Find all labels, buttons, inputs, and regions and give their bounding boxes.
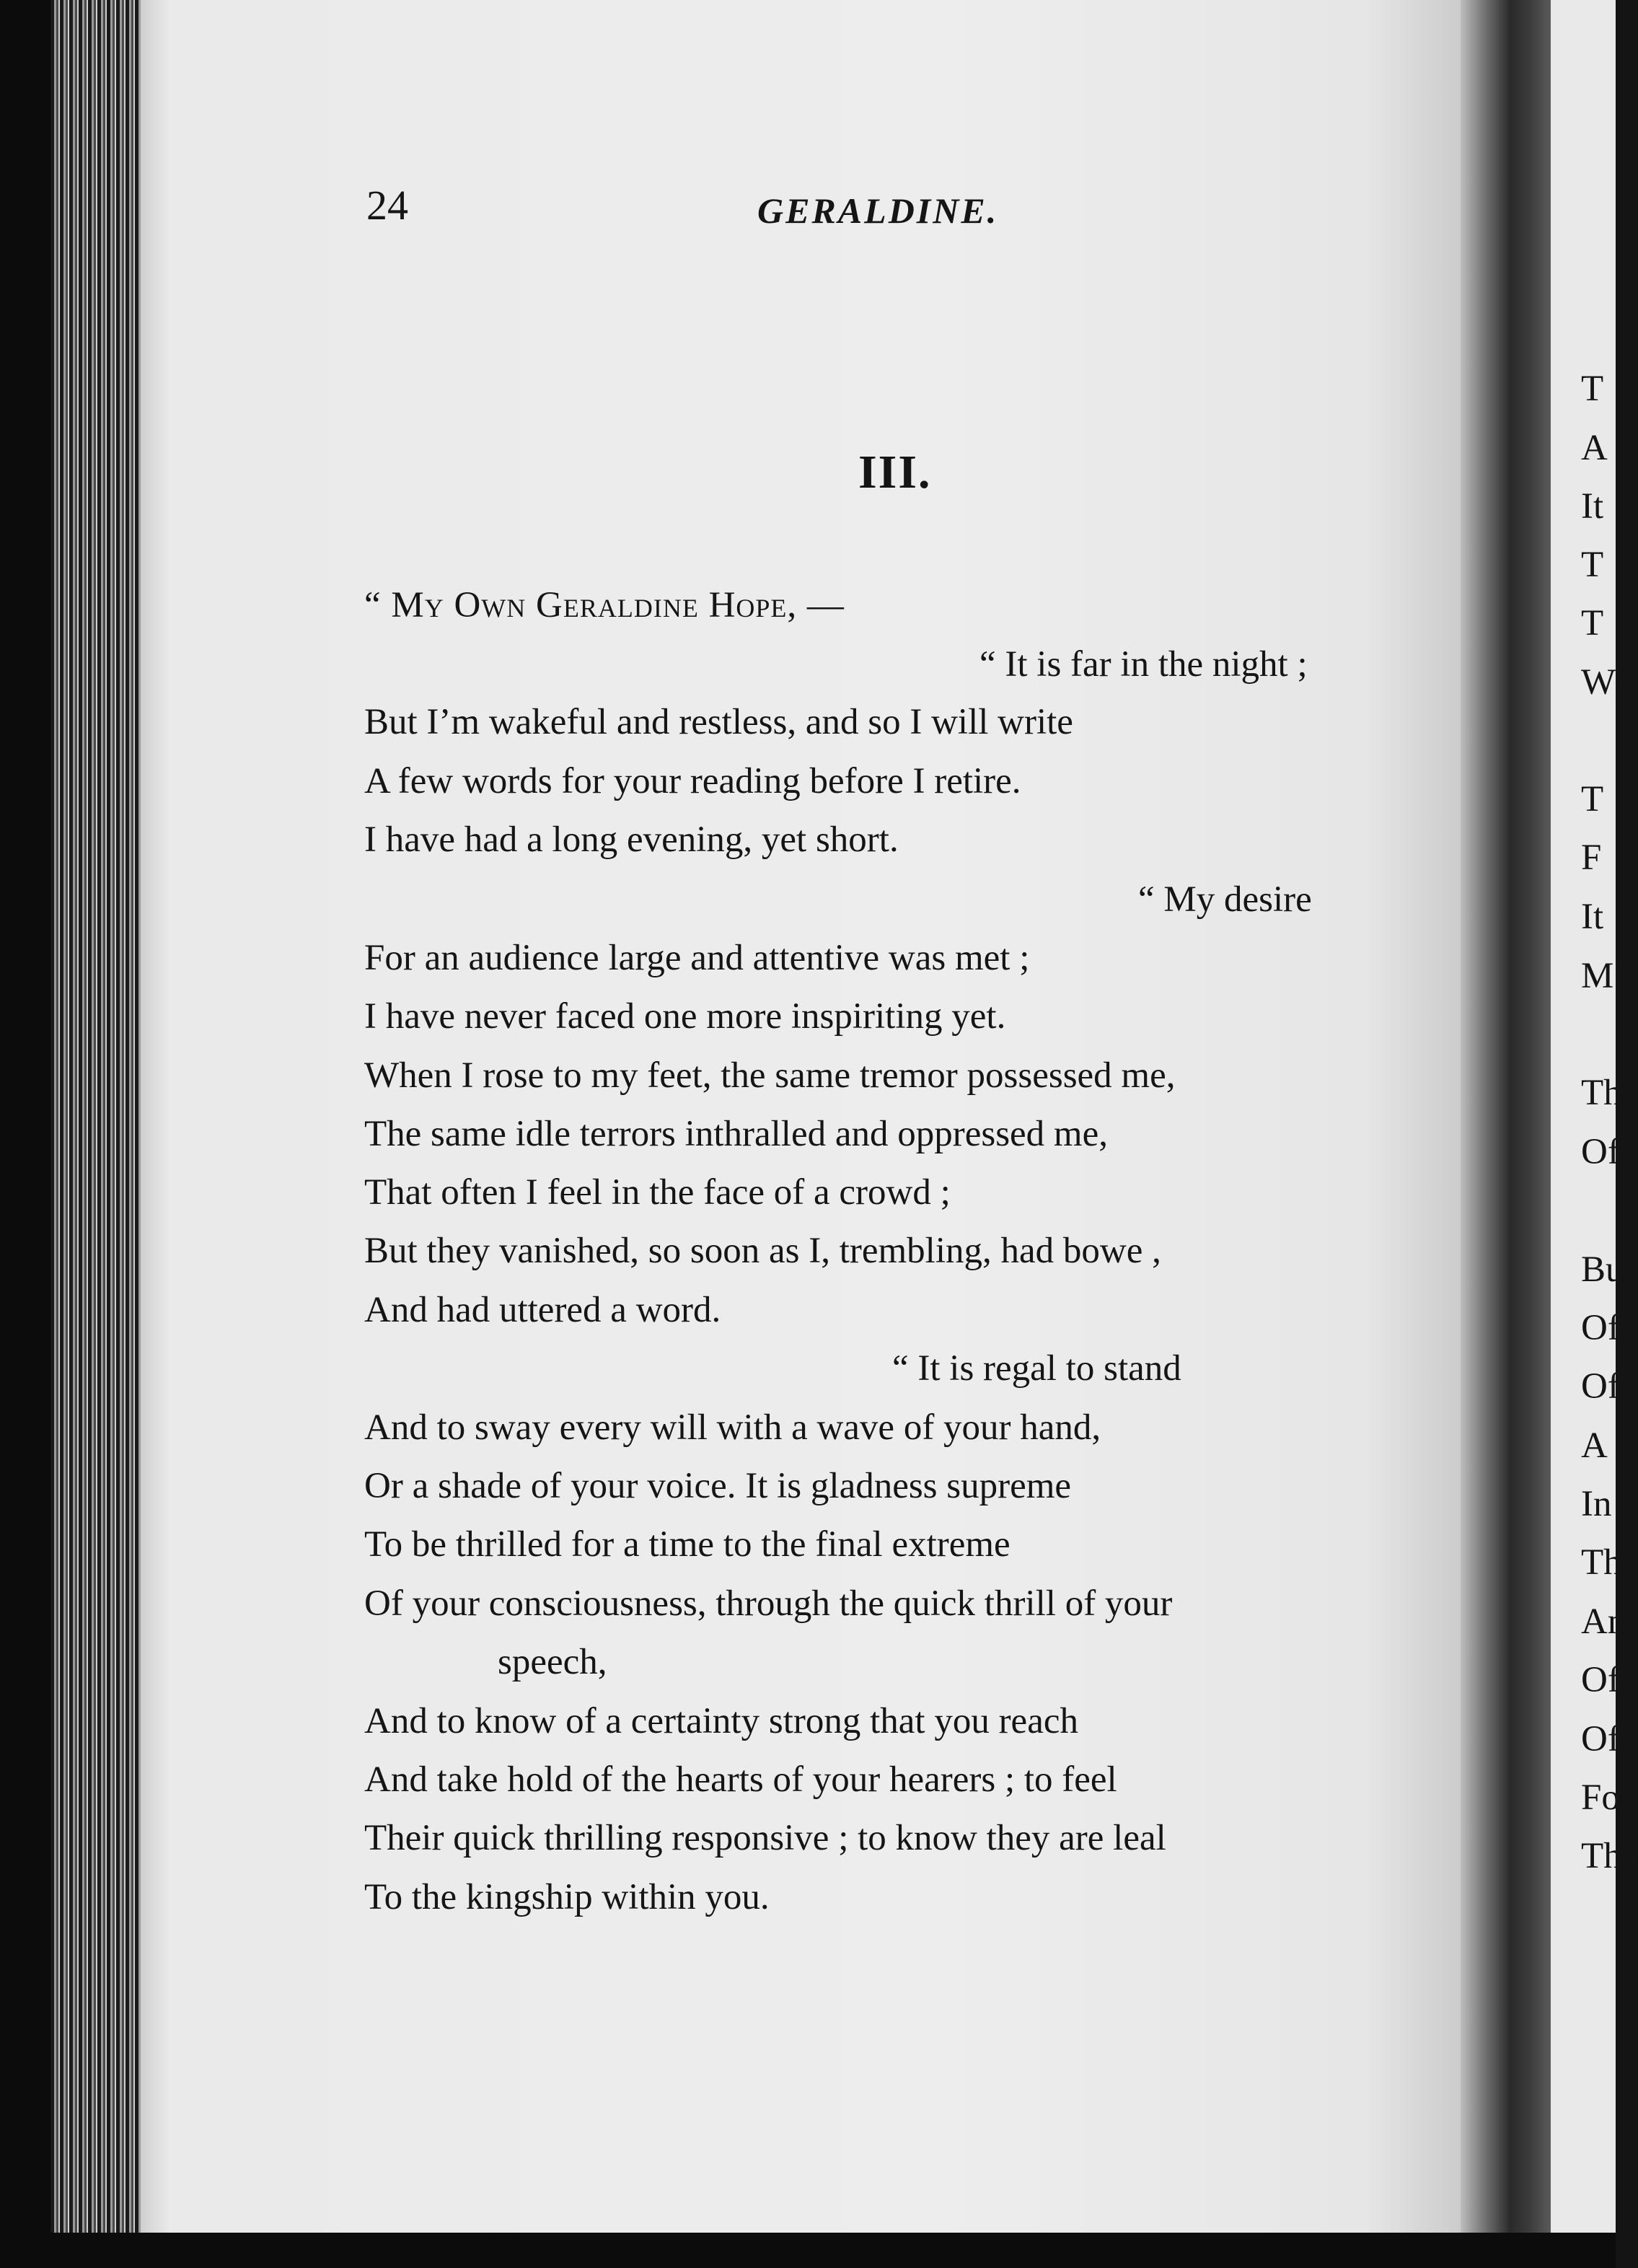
page-number: 24 [366, 182, 408, 229]
facing-page-fragment: F [1581, 838, 1602, 878]
facing-page-fragment: T [1581, 369, 1604, 409]
poem-line: The same idle terrors inthralled and oppressed me, [364, 1114, 1108, 1154]
poem-line: “ It is far in the night ; [979, 644, 1308, 685]
poem-line: When I rose to my feet, the same tremor possessed me, [364, 1055, 1176, 1096]
poem-line: Their quick thrilling responsive ; to know they are leal [364, 1818, 1166, 1858]
poem-line: A few words for your reading before I retire. [364, 761, 1021, 801]
poem-line: Of your consciousness, through the quick thrill of your [364, 1583, 1173, 1624]
facing-page-fragment: T [1581, 603, 1604, 643]
book-gutter-shadow [1461, 0, 1551, 2236]
poem-line: To be thrilled for a time to the final extreme [364, 1524, 1010, 1565]
facing-page-fragment: Of [1581, 1132, 1620, 1172]
facing-page-fragment: Bu [1581, 1249, 1624, 1290]
facing-page-fragment: In [1581, 1484, 1612, 1524]
poem-line: But they vanished, so soon as I, trembling, had bowe , [364, 1231, 1161, 1271]
facing-page-fragment: Of [1581, 1308, 1620, 1348]
poem-line: speech, [498, 1642, 607, 1682]
poem-line: “ It is regal to stand [892, 1348, 1181, 1389]
poem-line: But I’m wakeful and restless, and so I will write [364, 702, 1073, 742]
section-heading: III. [858, 446, 932, 498]
facing-page-sliver [1551, 0, 1638, 2233]
poem-line: That often I feel in the face of a crowd ; [364, 1172, 951, 1213]
facing-page-fragment: Tha [1581, 1836, 1638, 1876]
facing-page-fragment: T [1581, 779, 1604, 819]
facing-page-fragment: It [1581, 897, 1604, 937]
facing-page-fragment: Of [1581, 1366, 1620, 1407]
poem-line: I have had a long evening, yet short. [364, 819, 899, 860]
facing-page-fragment: For [1581, 1777, 1632, 1818]
poem-line: And to sway every will with a wave of your hand, [364, 1407, 1101, 1448]
facing-page-fragment: It [1581, 486, 1604, 527]
facing-page-fragment: A [1581, 428, 1608, 468]
poem-line: “ My desire [1138, 879, 1312, 920]
poem-line: And to know of a certainty strong that you reach [364, 1701, 1078, 1741]
poem-line: I have never faced one more inspiriting yet. [364, 996, 1006, 1037]
facing-page-fragment: T [1581, 545, 1604, 585]
book-page-edges [50, 0, 148, 2268]
poem-line: To the kingship within you. [364, 1877, 770, 1917]
running-title: GERALDINE. [757, 190, 999, 231]
facing-page-fragment: M [1581, 956, 1614, 996]
poem-salutation: “ My Own Geraldine Hope, — [364, 585, 845, 625]
facing-page-fragment: Th [1581, 1542, 1622, 1583]
poem-line: And take hold of the hearts of your hearers ; to feel [364, 1759, 1117, 1800]
poem-line: For an audience large and attentive was met ; [364, 938, 1030, 978]
poem-line: Or a shade of your voice. It is gladness supreme [364, 1466, 1072, 1506]
facing-page-fragment: Of [1581, 1719, 1620, 1759]
facing-page-fragment: W [1581, 662, 1616, 703]
left-scan-margin [0, 0, 58, 2268]
facing-page-fragment: Of [1581, 1660, 1620, 1700]
facing-page-fragment: Th [1581, 1073, 1622, 1113]
facing-page-fragment: An [1581, 1601, 1626, 1642]
facing-page-fragment: A [1581, 1425, 1608, 1466]
bottom-scan-margin [0, 2233, 1616, 2268]
poem-line: And had uttered a word. [364, 1290, 721, 1330]
